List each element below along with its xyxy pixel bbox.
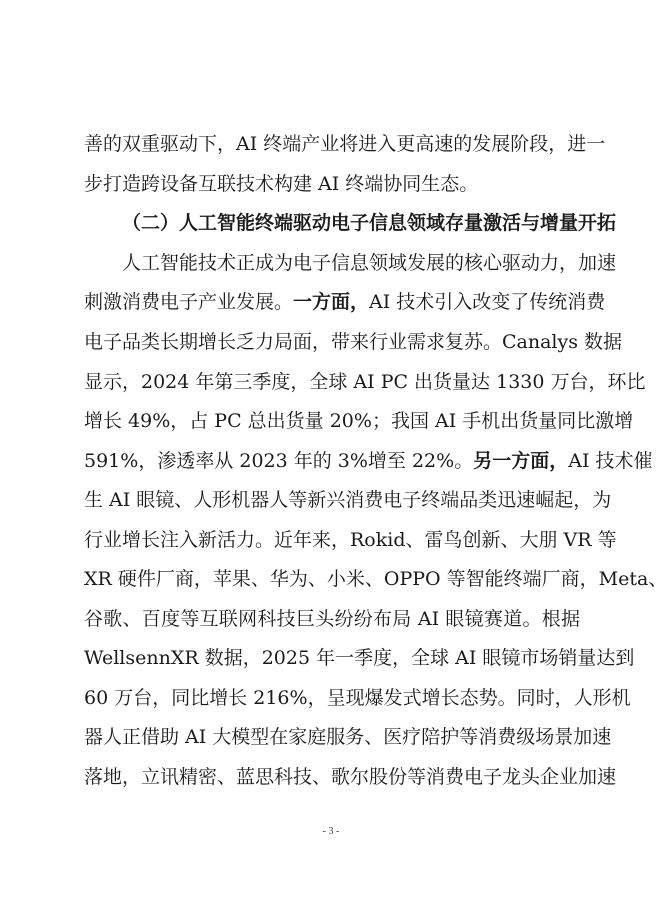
- body-line-11: WellsennXR 数据，2025 年一季度，全球 AI 眼镜市场销量达到: [84, 647, 635, 669]
- body-line-10: 谷歌、百度等互联网科技巨头纷纷布局 AI 眼镜赛道。根据: [84, 608, 580, 630]
- body-line-3: 电子品类长期增长乏力局面，带来行业需求复苏。Canalys 数据: [84, 331, 623, 353]
- body-line-2-end: AI 技术引入改变了传统消费: [369, 291, 606, 313]
- emphasis-one-hand: 一方面，: [293, 291, 370, 313]
- page-number: - 3 -: [322, 826, 340, 837]
- body-line-6-start: 591%，渗透率从 2023 年的 3%增至 22%。: [84, 450, 474, 472]
- carryover-line-1: 善的双重驱动下，AI 终端产业将进入更高速的发展阶段，进一: [84, 133, 606, 155]
- body-line-12: 60 万台，同比增长 216%，呈现爆发式增长态势。同时，人形机: [84, 687, 631, 709]
- section-heading: （二）人工智能终端驱动电子信息领域存量激活与增量开拓: [122, 212, 617, 234]
- body-line-2-start: 刺激消费电子产业发展。: [84, 291, 294, 313]
- body-line-9: XR 硬件厂商，苹果、华为、小米、OPPO 等智能终端厂商，Meta、: [84, 568, 667, 590]
- carryover-line-2: 步打造跨设备互联技术构建 AI 终端协同生态。: [84, 173, 479, 195]
- body-line-13: 器人正借助 AI 大模型在家庭服务、医疗陪护等消费级场景加速: [84, 726, 612, 748]
- body-line-14: 落地，立讯精密、蓝思科技、歌尔股份等消费电子龙头企业加速: [84, 766, 617, 788]
- body-line-7: 生 AI 眼镜、人形机器人等新兴消费电子终端品类迅速崛起，为: [84, 489, 612, 511]
- emphasis-other-hand: 另一方面，: [473, 450, 569, 472]
- body-line-8: 行业增长注入新活力。近年来，Rokid、雷鸟创新、大朋 VR 等: [84, 529, 617, 551]
- body-line-6-end: AI 技术催: [568, 450, 653, 472]
- body-line-5: 增长 49%，占 PC 总出货量 20%；我国 AI 手机出货量同比激增: [84, 410, 634, 432]
- body-line-2: [84, 290, 606, 314]
- body-line-1: 人工智能技术正成为电子信息领域发展的核心驱动力，加速: [122, 252, 617, 274]
- body-line-6: [84, 449, 653, 473]
- body-line-4: 显示，2024 年第三季度，全球 AI PC 出货量达 1330 万台，环比: [84, 371, 646, 393]
